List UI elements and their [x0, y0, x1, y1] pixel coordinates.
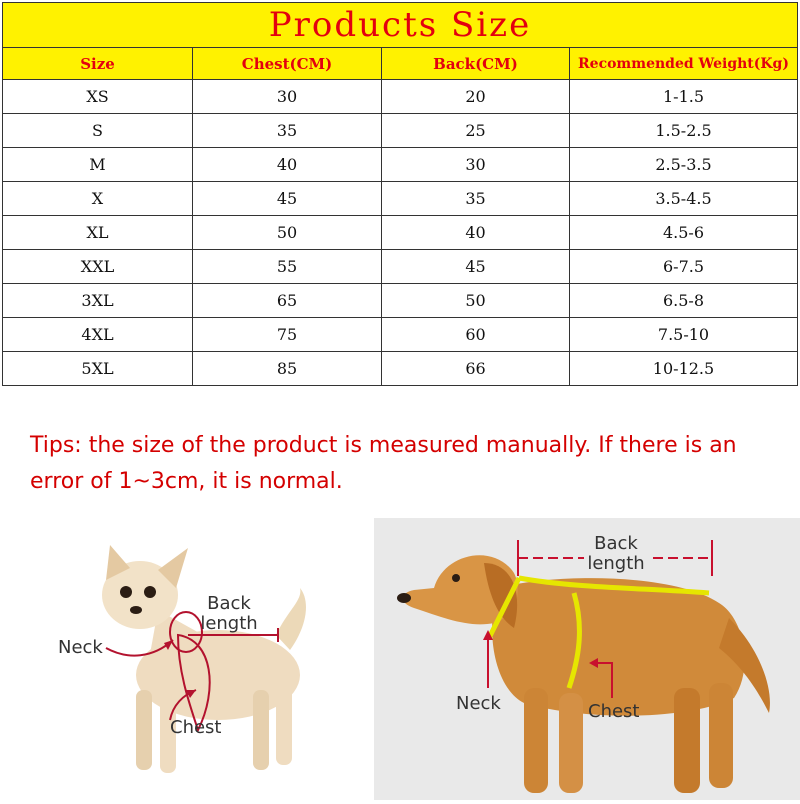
table-header-row [3, 48, 798, 80]
cell-size: 4XL [3, 318, 193, 352]
cell-back: 66 [382, 352, 570, 386]
right-chest-label: Chest [588, 701, 640, 722]
cell-chest: 55 [193, 250, 382, 284]
cell-back: 35 [382, 182, 570, 216]
tips-line-1: Tips: the size of the product is measured manually. If there is an [30, 433, 737, 458]
cell-back: 25 [382, 114, 570, 148]
header-back: Back(CM) [382, 48, 570, 80]
dog-eye-shape [120, 586, 132, 598]
small-dog-measure-figure [18, 540, 348, 790]
table-row [3, 250, 798, 284]
cell-size: 5XL [3, 352, 193, 386]
table-title: Products Size [3, 3, 798, 48]
right-back-length-label [584, 534, 648, 574]
table-row [3, 114, 798, 148]
dog-nose-shape [397, 593, 411, 603]
cell-size: XXL [3, 250, 193, 284]
cell-back: 50 [382, 284, 570, 318]
cell-weight: 10-12.5 [570, 352, 798, 386]
table-row [3, 148, 798, 182]
cell-size: M [3, 148, 193, 182]
table-row [3, 182, 798, 216]
dog-nose-shape [130, 606, 142, 614]
cell-size: XS [3, 80, 193, 114]
cell-back: 30 [382, 148, 570, 182]
cell-back: 20 [382, 80, 570, 114]
cell-chest: 40 [193, 148, 382, 182]
cell-back: 60 [382, 318, 570, 352]
table-row [3, 80, 798, 114]
dog-leg-shape [136, 690, 152, 770]
cell-size: S [3, 114, 193, 148]
cell-weight: 1-1.5 [570, 80, 798, 114]
cell-weight: 6.5-8 [570, 284, 798, 318]
left-back-label-line1: Back [207, 593, 251, 614]
cell-weight: 1.5-2.5 [570, 114, 798, 148]
dog-leg-shape [709, 683, 733, 788]
dog-leg-shape [674, 688, 700, 793]
cell-size: 3XL [3, 284, 193, 318]
dog-eye-shape [452, 574, 460, 582]
left-chest-label: Chest [170, 717, 222, 738]
dog-leg-shape [559, 693, 583, 793]
dog-eye-shape [144, 586, 156, 598]
cell-chest: 50 [193, 216, 382, 250]
cell-weight: 4.5-6 [570, 216, 798, 250]
left-back-length-label [198, 594, 260, 634]
header-size: Size [3, 48, 193, 80]
cell-weight: 7.5-10 [570, 318, 798, 352]
large-dog-measure-figure [374, 518, 800, 800]
right-neck-label: Neck [456, 693, 501, 714]
cell-size: XL [3, 216, 193, 250]
tips-text [30, 428, 790, 500]
cell-chest: 35 [193, 114, 382, 148]
size-table [2, 2, 798, 386]
cell-chest: 45 [193, 182, 382, 216]
cell-chest: 30 [193, 80, 382, 114]
table-row [3, 284, 798, 318]
table-row [3, 216, 798, 250]
cell-chest: 75 [193, 318, 382, 352]
dog-tail-shape [276, 588, 306, 650]
cell-chest: 65 [193, 284, 382, 318]
cell-size: X [3, 182, 193, 216]
right-back-label-line1: Back [594, 533, 638, 554]
dog-leg-shape [253, 690, 269, 770]
right-back-label-line2: length [587, 553, 645, 574]
cell-weight: 6-7.5 [570, 250, 798, 284]
header-chest: Chest(CM) [193, 48, 382, 80]
chihuahua-illustration [18, 540, 348, 790]
left-neck-label: Neck [58, 637, 103, 658]
table-row [3, 352, 798, 386]
cell-weight: 2.5-3.5 [570, 148, 798, 182]
cell-back: 40 [382, 216, 570, 250]
dog-leg-shape [524, 688, 548, 793]
dog-leg-shape [276, 685, 292, 765]
cell-chest: 85 [193, 352, 382, 386]
cell-weight: 3.5-4.5 [570, 182, 798, 216]
cell-back: 45 [382, 250, 570, 284]
table-title-row [3, 3, 798, 48]
tips-line-2: error of 1~3cm, it is normal. [30, 469, 343, 494]
left-back-label-line2: length [200, 613, 258, 634]
header-weight: Recommended Weight(Kg) [570, 48, 798, 80]
table-row [3, 318, 798, 352]
